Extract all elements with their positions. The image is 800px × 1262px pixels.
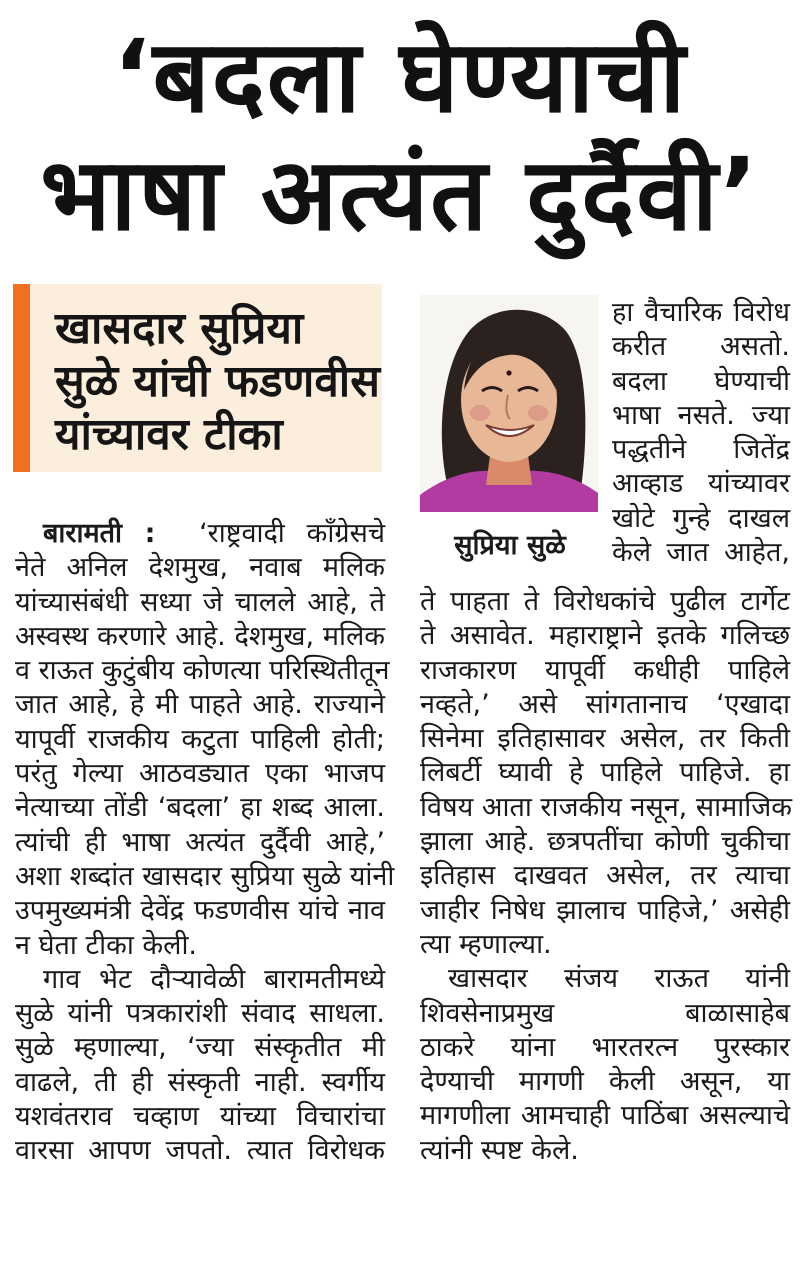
text-fragment: ‘राष्ट्रवादी काँग्रेसचे: [199, 518, 385, 549]
dateline: बारामती :: [43, 518, 156, 549]
article-right-column: [420, 585, 790, 1168]
text-line: ते पाहता ते विरोधकांचे पुढील टार्गेट: [420, 586, 790, 617]
text-line: विषय आता राजकीय नसून, सामाजिक: [420, 791, 792, 823]
text-line: उपमुख्यमंत्री देवेंद्र फडणवीस यांचे नाव: [15, 895, 385, 927]
accent-bar: [13, 284, 30, 472]
text-line: खोटे गुन्हे दाखल: [612, 502, 790, 534]
text-line: शिवसेनाप्रमुख बाळासाहेब: [420, 997, 790, 1029]
text-line: मागणीला आमचाही पाठिंबा असल्याचे: [420, 1100, 790, 1132]
text-line: पद्धतीने जितेंद्र: [612, 434, 790, 466]
text-line: इतिहास दाखवत असेल, तर त्याचा: [420, 860, 790, 892]
text-line: केले जात आहेत,: [612, 537, 790, 569]
text-line: जाहीर निषेध झालाच पाहिजे,’ असेही: [420, 894, 790, 926]
text-line: हा वैचारिक विरोध: [612, 297, 790, 328]
text-line: ते असावेत. महाराष्ट्राने इतके गलिच्छ: [420, 620, 790, 652]
text-line-with-dateline: [15, 517, 385, 551]
text-line: सिनेमा इतिहासावर असेल, तर किती: [420, 723, 790, 755]
portrait-caption: सुप्रिया सुळे: [454, 530, 566, 561]
text-line: परंतु गेल्या आठवड्यात एका भाजप: [15, 758, 385, 790]
text-line: करीत असतो.: [612, 331, 790, 363]
text-line: नेत्याच्या तोंडी ‘बदला’ हा शब्द आला.: [15, 792, 385, 824]
subheadline-line-2: सुळे यांची फडणवीस: [55, 356, 380, 407]
text-line: त्यांनी स्पष्ट केले.: [420, 1134, 579, 1166]
text-line: त्यांची ही भाषा अत्यंत दुर्दैवी आहे,’: [15, 826, 385, 858]
text-line: त्या म्हणाल्या.: [420, 928, 552, 960]
article-side-column: [612, 296, 790, 570]
text-line: वारसा आपण जपतो. त्यात विरोधक: [15, 1135, 385, 1167]
text-line: राजकारण यापूर्वी कधीही पाहिले: [420, 654, 790, 686]
text-line: नव्हते,’ असे सांगतानाच ‘एखादा: [420, 688, 790, 720]
text-line: व राऊत कुटुंबीय कोणत्या परिस्थितीतून: [15, 655, 390, 687]
headline: [0, 18, 800, 254]
portrait-illustration-icon: [420, 295, 598, 512]
text-line: वाढले, ती ही संस्कृती नाही. स्वर्गीय: [15, 1066, 385, 1098]
subheadline-line-1: खासदार सुप्रिया: [55, 303, 304, 354]
subheadline-box: [13, 284, 382, 472]
text-line: सुळे म्हणाल्या, ‘ज्या संस्कृतीत मी: [15, 1032, 385, 1064]
text-line: झाला आहे. छत्रपतींचा कोणी चुकीचा: [420, 826, 790, 858]
text-line: यांच्यासंबंधी सध्या जे चालले आहे, ते: [15, 586, 385, 618]
text-line: यशवंतराव चव्हाण यांच्या विचारांचा: [15, 1101, 385, 1133]
text-line: जात आहे, हे मी पाहते आहे. राज्याने: [15, 689, 385, 721]
subheadline-line-3: यांच्यावर टीका: [55, 409, 283, 460]
text-line: यापूर्वी राजकीय कटुता पाहिली होती;: [15, 723, 385, 755]
text-line: अशा शब्दांत खासदार सुप्रिया सुळे यांनी: [15, 860, 395, 892]
text-line: देण्याची मागणी केली असून, या: [420, 1066, 790, 1098]
text-line: न घेता टीका केली.: [15, 929, 198, 961]
text-line: लिबर्टी घ्यावी हे पाहिले पाहिजे. हा: [420, 757, 790, 789]
text-line: सुळे यांनी पत्रकारांशी संवाद साधला.: [15, 998, 385, 1030]
text-line: भाषा नसते. ज्या: [612, 399, 790, 431]
text-line: अस्वस्थ करणारे आहे. देशमुख, मलिक: [15, 620, 385, 652]
text-line: ठाकरे यांना भारतरत्न पुरस्कार: [420, 1031, 790, 1063]
text-line: नेते अनिल देशमुख, नवाब मलिक: [15, 552, 385, 584]
article-left-column: [15, 517, 395, 1169]
text-line: आव्हाड यांच्यावर: [612, 468, 790, 500]
text-line: खासदार संजय राऊत यांनी: [448, 963, 790, 995]
headline-line-2: भाषा अत्यंत दुर्दैवी’: [40, 136, 760, 253]
headline-line-1: ‘बदला घेण्याची: [112, 18, 688, 135]
text-line: बदला घेण्याची: [612, 365, 790, 397]
text-line: गाव भेट दौऱ्यावेळी बारामतीमध्ये: [43, 963, 385, 995]
subheadline: [55, 302, 380, 461]
